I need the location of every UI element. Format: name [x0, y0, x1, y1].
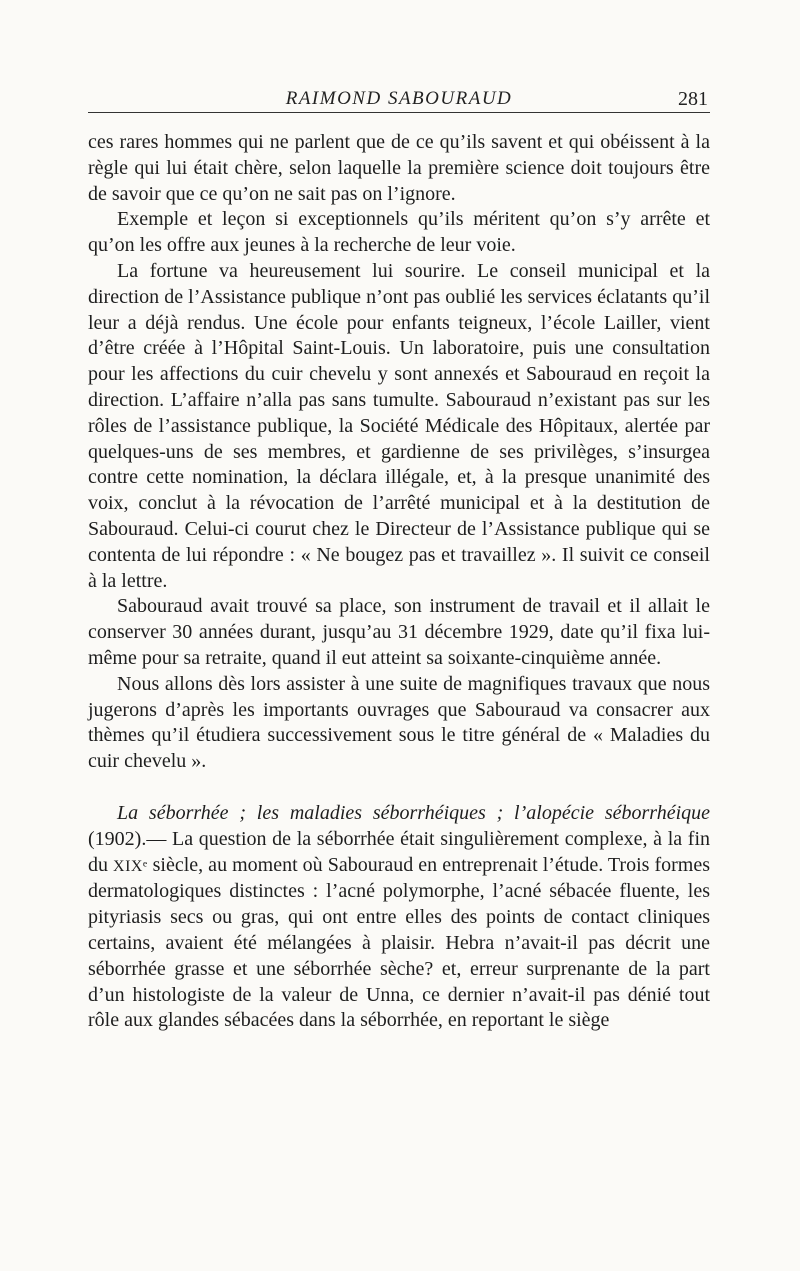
section-title: La séborrhée ; les maladies séborrhéiques ; l’alopécie séborrhéique [117, 801, 710, 824]
body-text [88, 130, 710, 1034]
paragraph-6 [88, 801, 710, 1034]
century-numeral: XIXᵉ [113, 857, 148, 875]
paragraph-6-text-b: siècle, au moment où Sabouraud en entreprenait l’étude. Trois formes dermatologiques distinctes : l’acné polymorphe, l’acné sébacée fluente, les pityriasis secs ou gras, qui ont entre elles des points de contact cliniques certains, avaient été mélangées à plaisir. Hebra n’avait-il pas décrit une séborrhée grasse et une séborrhée sèche? et, erreur surprenante de la part d’un histologiste de la valeur de Unna, ce dernier n’avait-il pas dénié tout rôle aux glandes sébacées dans la séborrhée, en reportant le siège [88, 853, 711, 1032]
paragraph-6-text-a: La question de la séborrhée était singulièrement complexe, à la fin du [88, 827, 710, 876]
paragraph-3: La fortune va heureusement lui sourire. Le conseil municipal et la direction de l’Assistance publique n’ont pas oublié les services éclatants qu’il leur a déjà rendus. Une école pour enfants teigneux, l’école Lailler, vient d’être créée à l’Hôpital Saint-Louis. Un laboratoire, puis une consultation pour les affections du cuir chevelu y sont annexés et Sabouraud en reçoit la direction. L’affaire n’alla pas sans tumulte. Sabouraud n’existant pas sur les rôles de l’assistance publique, la Société Médicale des Hôpitaux, alertée par quelques-uns de ses membres, et gardienne de ses privilèges, s’insurgea contre cette nomination, la déclara illégale, et, à la presque unanimité des voix, conclut à la révocation de l’arrêté municipal et à la destitution de Sabouraud. Celui-ci courut chez le Directeur de l’Assistance publique qui se contenta de lui répondre : « Ne bougez pas et travaillez ». Il suivit ce conseil à la lettre. [88, 259, 710, 592]
section-year: (1902).— [88, 827, 172, 850]
paragraph-1: ces rares hommes qui ne parlent que de ce qu’ils savent et qui obéissent à la règle qui lui était chère, selon laquelle la première science doit toujours être de savoir que ce qu’on ne sait pas on l’ignore. [88, 131, 710, 205]
paragraph-4: Sabouraud avait trouvé sa place, son instrument de travail et il allait le conserver 30 années durant, jusqu’au 31 décembre 1929, date qu’il fixa lui-même pour sa retraite, quand il eut atteint sa soixante-cinquième année. [88, 595, 710, 669]
paragraph-2: Exemple et leçon si exceptionnels qu’ils méritent qu’on s’y arrête et qu’on les offre aux jeunes à la recherche de leur voie. [88, 208, 710, 257]
page-header [88, 88, 710, 113]
page-number: 281 [678, 88, 708, 110]
paragraph-5: Nous allons dès lors assister à une suite de magnifiques travaux que nous jugerons d’après les importants ouvrages que Sabouraud va consacrer aux thèmes qu’il étudiera successivement sous le titre général de « Maladies du cuir chevelu ». [88, 672, 710, 773]
running-title: RAIMOND SABOURAUD [285, 88, 513, 109]
